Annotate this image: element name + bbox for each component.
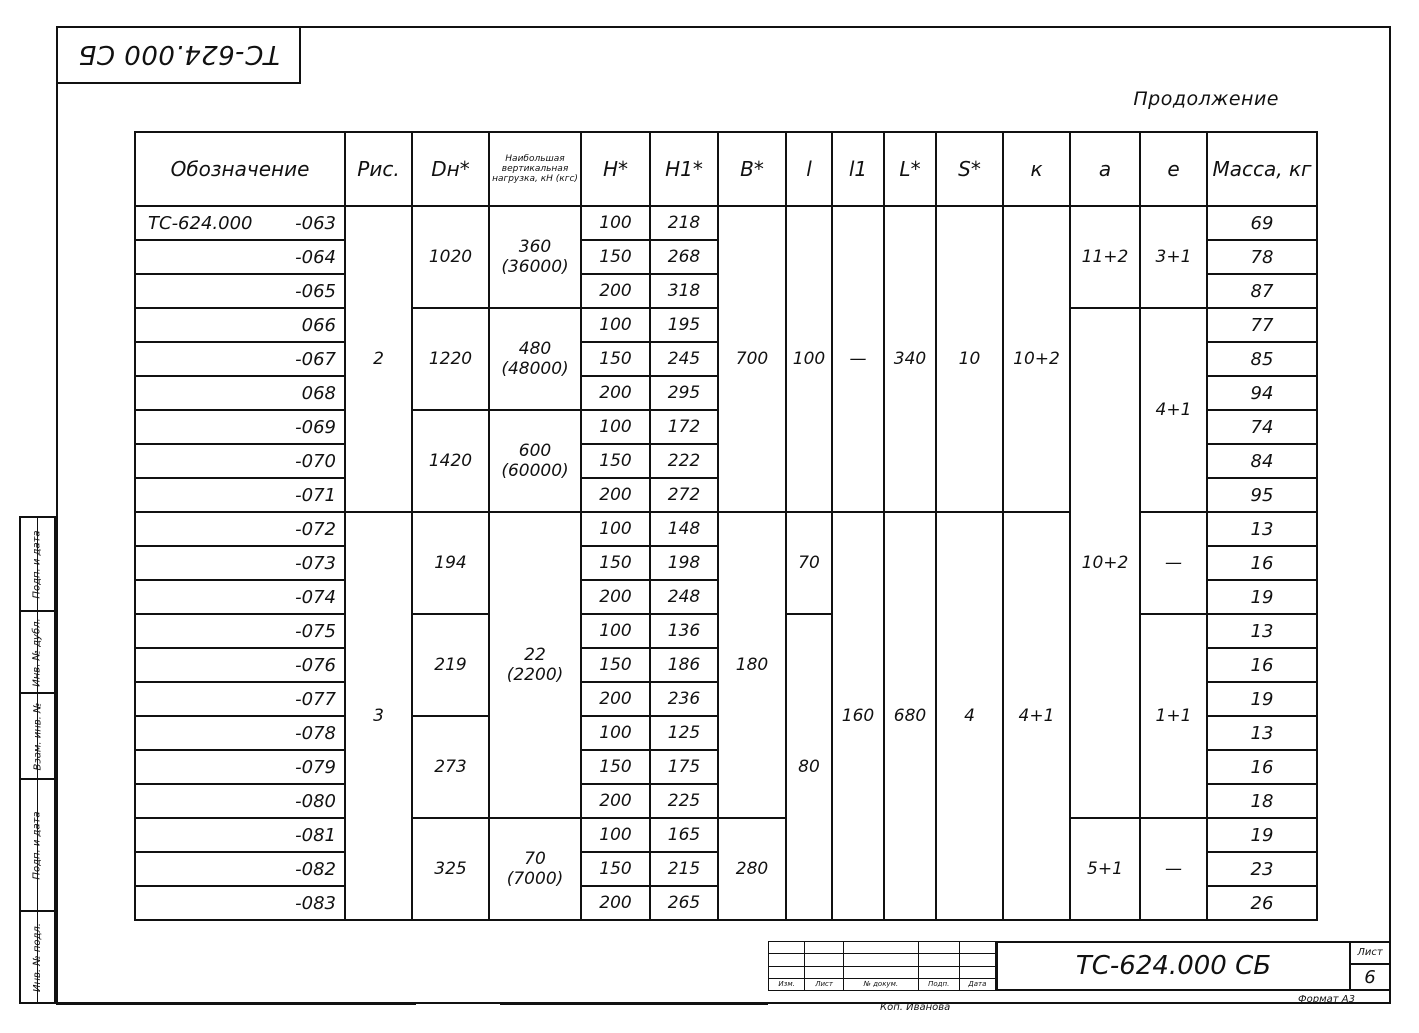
header-b: B* [718, 132, 786, 206]
mass-cell: 16 [1207, 648, 1317, 682]
h1-cell: 172 [650, 410, 718, 444]
h-cell: 100 [581, 308, 650, 342]
load-cell [489, 410, 581, 512]
side-cell [21, 780, 54, 912]
h1-cell: 198 [650, 546, 718, 580]
specification-table [134, 131, 1318, 921]
h1-cell: 295 [650, 376, 718, 410]
h-cell: 100 [581, 716, 650, 750]
load-kgs: (7000) [506, 869, 564, 889]
h-cell: 200 [581, 580, 650, 614]
b-cell: 280 [718, 818, 786, 920]
mass-cell: 23 [1207, 852, 1317, 886]
h1-cell: 272 [650, 478, 718, 512]
dn-cell: 219 [412, 614, 489, 716]
designation-cell: -067 [135, 342, 345, 376]
h1-cell: 215 [650, 852, 718, 886]
header-l1: l1 [832, 132, 884, 206]
mass-cell: 87 [1207, 274, 1317, 308]
h1-cell: 125 [650, 716, 718, 750]
h1-cell: 248 [650, 580, 718, 614]
b-cell: 700 [718, 206, 786, 512]
l1-cell: — [832, 206, 884, 512]
dn-cell: 194 [412, 512, 489, 614]
fig-cell: 3 [345, 512, 412, 920]
side-cell-label: Инв. № подл. [32, 922, 43, 992]
h-cell: 200 [581, 886, 650, 920]
side-cell [21, 912, 54, 1002]
mass-cell: 95 [1207, 478, 1317, 512]
title-block-sheet [1349, 941, 1391, 991]
big-l-cell: 340 [884, 206, 936, 512]
dn-cell: 1020 [412, 206, 489, 308]
e-cell: 4+1 [1140, 308, 1207, 512]
dn-cell: 1220 [412, 308, 489, 410]
e-cell: — [1140, 818, 1207, 920]
h1-cell: 268 [650, 240, 718, 274]
mass-cell: 19 [1207, 580, 1317, 614]
e-cell: 1+1 [1140, 614, 1207, 818]
load-kgs: (2200) [506, 665, 564, 685]
designation-cell: -078 [135, 716, 345, 750]
header-dn: Dн* [412, 132, 489, 206]
h1-cell: 136 [650, 614, 718, 648]
h1-cell: 175 [650, 750, 718, 784]
designation-cell: -083 [135, 886, 345, 920]
h-cell: 100 [581, 614, 650, 648]
b-cell: 180 [718, 512, 786, 818]
mass-cell: 19 [1207, 682, 1317, 716]
mass-cell: 69 [1207, 206, 1317, 240]
mass-cell: 13 [1207, 614, 1317, 648]
h-cell: 200 [581, 376, 650, 410]
table-row [135, 512, 1317, 546]
h1-cell: 245 [650, 342, 718, 376]
h-cell: 200 [581, 784, 650, 818]
load-kgs: (60000) [501, 461, 569, 481]
mass-cell: 13 [1207, 512, 1317, 546]
header-l: l [786, 132, 832, 206]
l1-cell: 160 [832, 512, 884, 920]
mass-cell: 94 [1207, 376, 1317, 410]
mass-cell: 13 [1207, 716, 1317, 750]
h-cell: 100 [581, 818, 650, 852]
h1-cell: 165 [650, 818, 718, 852]
h1-cell: 236 [650, 682, 718, 716]
designation-cell: -077 [135, 682, 345, 716]
designation-cell: 066 [135, 308, 345, 342]
tb-label-change: Изм. [769, 978, 805, 990]
dn-cell: 1420 [412, 410, 489, 512]
h-cell: 150 [581, 546, 650, 580]
designation-cell [135, 206, 345, 240]
e-cell: 3+1 [1140, 206, 1207, 308]
h-cell: 150 [581, 750, 650, 784]
big-l-cell: 680 [884, 512, 936, 920]
designation-cell: -081 [135, 818, 345, 852]
h1-cell: 318 [650, 274, 718, 308]
h-cell: 150 [581, 444, 650, 478]
k-cell: 4+1 [1003, 512, 1070, 920]
side-cell [21, 518, 54, 612]
h1-cell: 222 [650, 444, 718, 478]
dn-cell: 273 [412, 716, 489, 818]
designation-cell: -071 [135, 478, 345, 512]
load-cell [489, 818, 581, 920]
bottom-frame-line [56, 1003, 416, 1005]
designation-cell: -064 [135, 240, 345, 274]
table-row [135, 818, 1317, 852]
h-cell: 150 [581, 240, 650, 274]
h-cell: 200 [581, 274, 650, 308]
designation-cell: -079 [135, 750, 345, 784]
side-cell-label: Инв. № дубл. [32, 617, 44, 687]
side-cell-label: Взам. инв. № [32, 702, 43, 770]
k-cell: 10+2 [1003, 206, 1070, 512]
h-cell: 150 [581, 648, 650, 682]
designation-cell: -069 [135, 410, 345, 444]
side-cell [21, 612, 54, 694]
title-block-code: ТС-624.000 СБ [996, 941, 1349, 991]
mass-cell: 19 [1207, 818, 1317, 852]
sheet-number: 6 [1364, 967, 1376, 988]
mass-cell: 16 [1207, 546, 1317, 580]
mass-cell: 77 [1207, 308, 1317, 342]
h-cell: 150 [581, 342, 650, 376]
designation-cell: -082 [135, 852, 345, 886]
h-cell: 200 [581, 478, 650, 512]
a-cell: 10+2 [1070, 308, 1140, 818]
designation-base: ТС-624.000 [148, 212, 253, 234]
s-cell: 10 [936, 206, 1003, 512]
header-big-l: L* [884, 132, 936, 206]
header-s: S* [936, 132, 1003, 206]
designation-cell: -076 [135, 648, 345, 682]
designation-cell: -073 [135, 546, 345, 580]
h1-cell: 148 [650, 512, 718, 546]
mass-cell: 78 [1207, 240, 1317, 274]
side-strip [19, 516, 56, 1004]
h1-cell: 195 [650, 308, 718, 342]
header-load: Наибольшая вертикальная нагрузка, кН (кгс) [489, 132, 581, 206]
header-h: H* [581, 132, 650, 206]
mirrored-stamp-code: ТС-624.000 СБ [77, 39, 280, 69]
designation-cell: -065 [135, 274, 345, 308]
h-cell: 100 [581, 512, 650, 546]
mass-cell: 74 [1207, 410, 1317, 444]
load-kn: 360 [518, 237, 552, 257]
header-mass: Масса, кг [1207, 132, 1317, 206]
designation-cell: 068 [135, 376, 345, 410]
e-cell: — [1140, 512, 1207, 614]
s-cell: 4 [936, 512, 1003, 920]
mass-cell: 26 [1207, 886, 1317, 920]
designation-cell: -072 [135, 512, 345, 546]
tb-label-date: Дата [959, 978, 995, 990]
side-cell-label: Подп. и дата [32, 529, 43, 599]
header-designation: Обозначение [135, 132, 345, 206]
mirrored-stamp [58, 26, 301, 84]
h-cell: 100 [581, 206, 650, 240]
l-cell: 70 [786, 512, 832, 614]
bottom-frame-line [500, 1003, 768, 1005]
load-kn: 480 [518, 339, 552, 359]
mass-cell: 84 [1207, 444, 1317, 478]
format-label: Формат А3 [1298, 994, 1355, 1005]
h-cell: 100 [581, 410, 650, 444]
title-block-grid [768, 941, 996, 991]
side-cell [21, 694, 54, 780]
mass-cell: 18 [1207, 784, 1317, 818]
load-kn: 70 [524, 849, 546, 869]
designation-code: -063 [295, 212, 336, 234]
h1-cell: 218 [650, 206, 718, 240]
mass-cell: 85 [1207, 342, 1317, 376]
a-cell: 11+2 [1070, 206, 1140, 308]
load-kn: 22 [524, 645, 546, 665]
load-cell [489, 206, 581, 308]
fig-cell: 2 [345, 206, 412, 512]
l-cell: 100 [786, 206, 832, 512]
load-kn: 600 [518, 441, 552, 461]
tb-label-docnum: № докум. [843, 978, 918, 990]
designation-cell: -070 [135, 444, 345, 478]
header-row [135, 132, 1317, 206]
copied-by: Коп. Иванова [880, 1002, 951, 1013]
designation-cell: -074 [135, 580, 345, 614]
h-cell: 200 [581, 682, 650, 716]
sheet-label: Лист [1351, 943, 1389, 965]
dn-cell: 325 [412, 818, 489, 920]
tb-label-sheet: Лист [805, 978, 844, 990]
side-cell-label: Подп. и дата [32, 810, 43, 880]
load-kgs: (36000) [501, 257, 569, 277]
h1-cell: 186 [650, 648, 718, 682]
a-cell: 5+1 [1070, 818, 1140, 920]
header-fig: Рис. [345, 132, 412, 206]
load-cell [489, 308, 581, 410]
tb-label-sign: Подп. [918, 978, 959, 990]
load-cell [489, 512, 581, 818]
h1-cell: 265 [650, 886, 718, 920]
h-cell: 150 [581, 852, 650, 886]
header-e: e [1140, 132, 1207, 206]
header-k: к [1003, 132, 1070, 206]
mass-cell: 16 [1207, 750, 1317, 784]
h1-cell: 225 [650, 784, 718, 818]
designation-cell: -080 [135, 784, 345, 818]
table-row [135, 206, 1317, 240]
l-cell: 80 [786, 614, 832, 920]
load-kgs: (48000) [501, 359, 569, 379]
continuation-label: Продолжение [1133, 88, 1279, 110]
header-a: a [1070, 132, 1140, 206]
designation-cell: -075 [135, 614, 345, 648]
header-h1: H1* [650, 132, 718, 206]
